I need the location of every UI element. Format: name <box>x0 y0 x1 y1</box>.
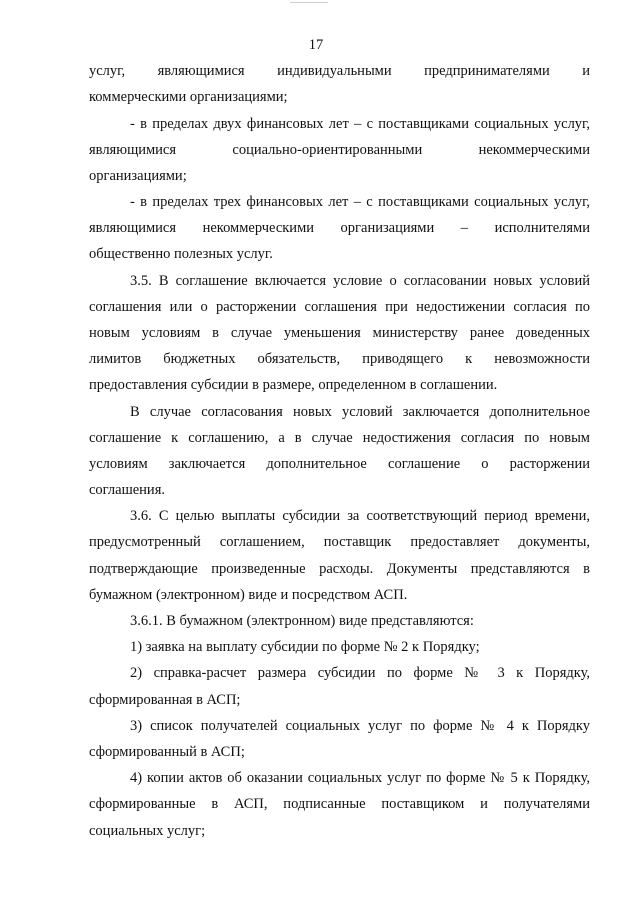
text-line: 3) список получателей социальных услуг по форме № 4 к Порядку <box>130 718 590 734</box>
text-line: предусмотренный соглашением, поставщик предоставляет документы, <box>89 534 590 550</box>
text-line: 2) справка-расчет размера субсидии по форме № 3 к Порядку, <box>130 665 590 681</box>
text-line: В случае согласования новых условий заключается дополнительное <box>130 404 590 420</box>
scan-artifact <box>290 2 328 3</box>
text-line: социальных услуг; <box>89 823 206 839</box>
text-line: 4) копии актов об оказании социальных услуг по форме № 5 к Порядку, <box>130 770 590 786</box>
text-line: сформированные в АСП, подписанные поставщиком и получателями <box>89 796 590 812</box>
text-line: 3.6.1. В бумажном (электронном) виде представляются: <box>130 613 474 629</box>
text-line: являющимися социально-ориентированными некоммерческими <box>89 142 590 158</box>
text-line: бумажном (электронном) виде и посредством АСП. <box>89 587 408 603</box>
page-number: 17 <box>308 37 324 53</box>
text-line: организациями; <box>89 168 187 184</box>
text-line: 3.5. В соглашение включается условие о согласовании новых условий <box>130 273 590 289</box>
text-line: подтверждающие произведенные расходы. Документы представляются в <box>89 561 590 577</box>
text-line: коммерческими организациями; <box>89 89 288 105</box>
text-line: 3.6. С целью выплаты субсидии за соответствующий период времени, <box>130 508 590 524</box>
text-line: общественно полезных услуг. <box>89 246 273 262</box>
text-line: услуг, являющимися индивидуальными предпринимателями и <box>89 63 590 79</box>
text-line: новым условиям в случае уменьшения министерству ранее доведенных <box>89 325 590 341</box>
text-line: соглашения. <box>89 482 165 498</box>
text-line: сформированный в АСП; <box>89 744 245 760</box>
text-line: - в пределах трех финансовых лет – с поставщиками социальных услуг, <box>130 194 590 210</box>
text-line: 1) заявка на выплату субсидии по форме № 2 к Порядку; <box>130 639 480 655</box>
text-line: предоставления субсидии в размере, определенном в соглашении. <box>89 377 498 393</box>
text-line: условиям заключается дополнительное соглашение о расторжении <box>89 456 590 472</box>
text-line: соглашения или о расторжении соглашения при недостижении согласия по <box>89 299 590 315</box>
text-line: лимитов бюджетных обязательств, приводящего к невозможности <box>89 351 590 367</box>
text-line: являющимися некоммерческими организациями – исполнителями <box>89 220 590 236</box>
text-line: сформированная в АСП; <box>89 692 241 708</box>
text-line: - в пределах двух финансовых лет – с поставщиками социальных услуг, <box>130 116 590 132</box>
text-line: соглашение к соглашению, а в случае недостижения согласия по новым <box>89 430 590 446</box>
